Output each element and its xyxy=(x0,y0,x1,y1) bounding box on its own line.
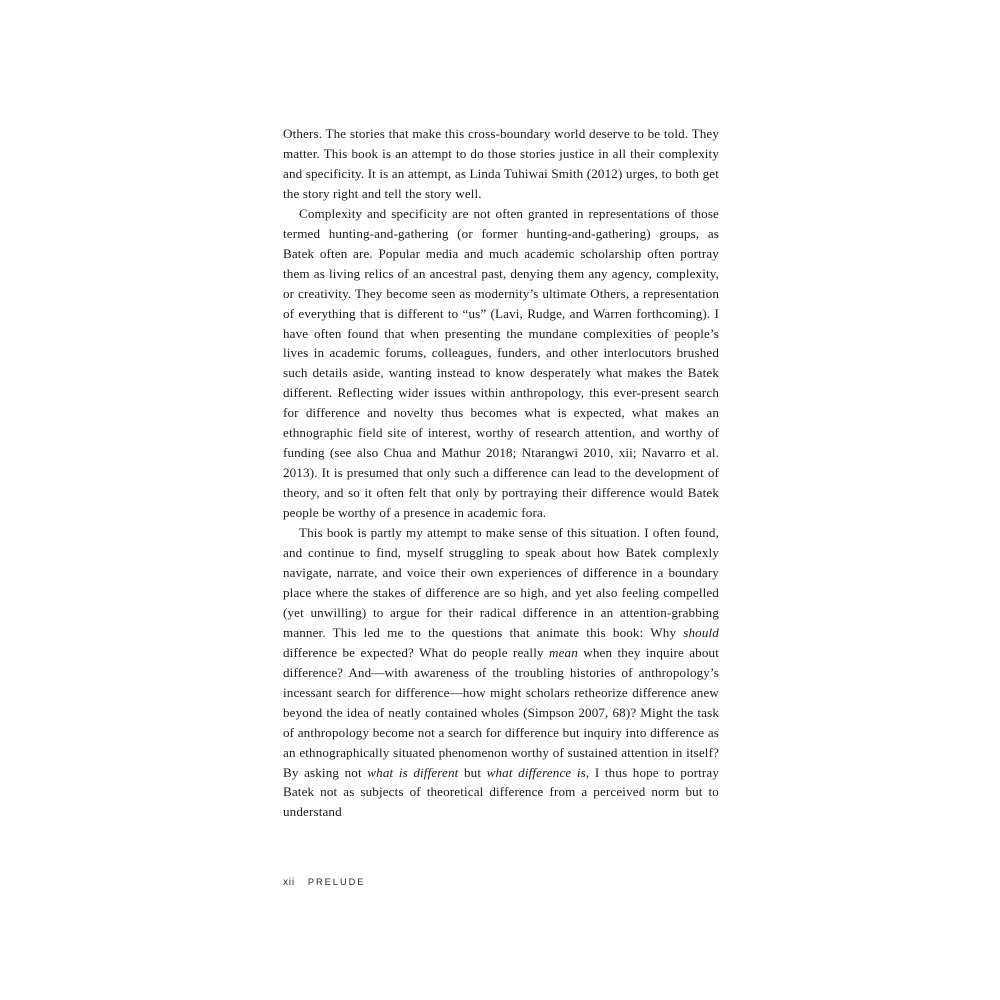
text-run: This book is partly my attempt to make sense of this situation. I often found, and continue to find, myself struggling to speak about how Batek complexly navigate, narrate, and voice their own experiences of difference in a boundary place where the stakes of difference are so high, and yet also feeling compelled (yet unwilling) to argue for their radical difference in an attention-grabbing manner. This led me to the questions that animate this book: Why xyxy=(283,525,719,640)
emphasis-run: what difference is xyxy=(486,764,586,780)
paragraph-1: Others. The stories that make this cross-boundary world deserve to be told. They matter. This book is an attempt to do those stories justice in all their complexity and specificity. It is an attempt, as Linda Tuhiwai Smith (2012) urges, to both get the story right and tell the story well. xyxy=(283,126,719,201)
text-run: , I thus hope to portray Batek not as subjects of theoretical difference from a perceived norm but to understand xyxy=(283,764,720,820)
text-run: difference be expected? What do people really xyxy=(283,644,549,660)
folio-number: xii xyxy=(283,877,295,888)
emphasis-run: mean xyxy=(549,644,578,660)
body-text-block xyxy=(283,124,719,822)
page-footer xyxy=(283,877,719,888)
text-run: but xyxy=(458,764,487,780)
text-run: when they inquire about difference? And—with awareness of the troubling histories of anthropology’s incessant search for difference—how might scholars retheorize difference anew beyond the idea of neatly contained wholes (Simpson 2007, 68)? Might the task of anthropology become not a search for difference but inquiry into difference as an ethnographically situated phenomenon worthy of sustained attention in itself? By asking not xyxy=(283,644,719,780)
paragraph-3 xyxy=(283,523,719,822)
running-head: PRELUDE xyxy=(307,877,366,887)
emphasis-run: what is different xyxy=(367,764,459,780)
paragraph-2: Complexity and specificity are not often granted in representations of those termed hunting-and-gathering (or former hunting-and-gathering) groups, as Batek often are. Popular media and much academic scholarship often portray them as living relics of an ancestral past, denying them any agency, complexity, or creativity. They become seen as modernity’s ultimate Others, a representation of everything that is different to “us” (Lavi, Rudge, and Warren forthcoming). I have often found that when presenting the mundane complexities of people’s lives in academic forums, colleagues, funders, and other interlocutors brushed such details aside, wanting instead to know desperately what makes the Batek different. Reflecting wider issues within anthropology, this ever-present search for difference and novelty thus becomes what is expected, what makes an ethnographic field site of interest, worthy of research attention, and worthy of funding (see also Chua and Mathur 2018; Ntarangwi 2010, xii; Navarro et al. 2013). It is presumed that only such a difference can lead to the development of theory, and so it often felt that only by portraying their difference would Batek people be worthy of a presence in academic fora. xyxy=(283,205,719,521)
emphasis-run: should xyxy=(683,624,719,640)
